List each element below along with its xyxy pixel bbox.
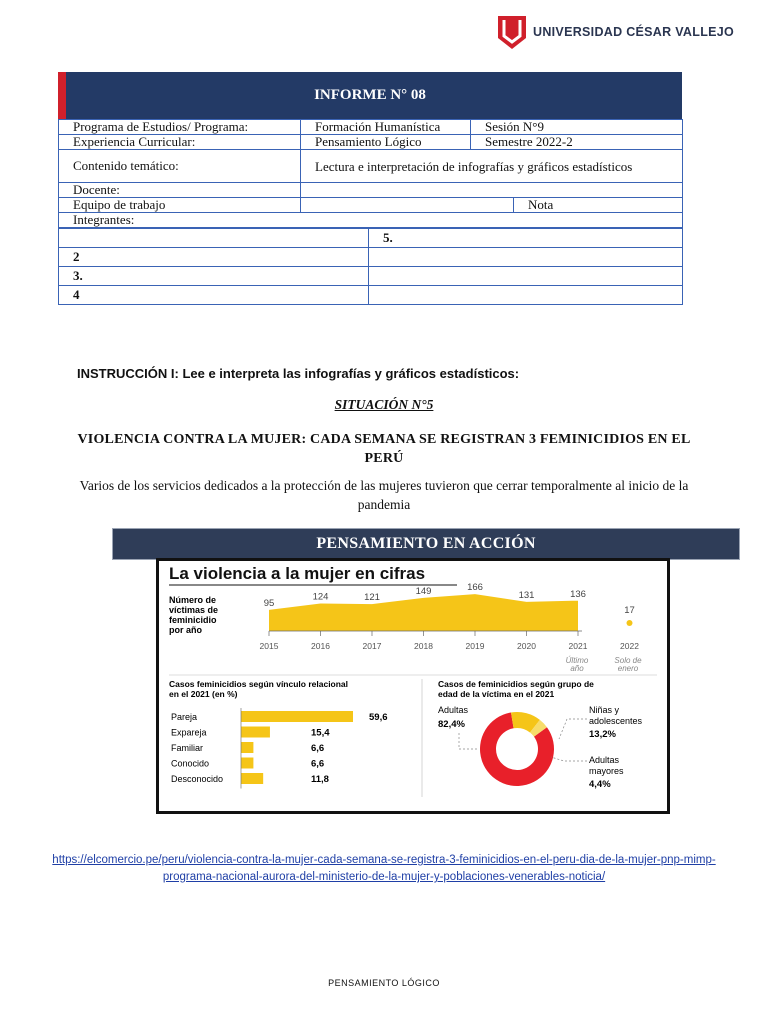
member-cell-7[interactable] <box>369 267 683 286</box>
article-subtitle: Varios de los servicios dedicados a la protección de las mujeres tuvieron que cerrar temporalmente al inicio de la pandemia <box>79 478 689 512</box>
bar-pareja <box>241 711 353 722</box>
year-note-2021-line-1: Último <box>565 656 589 665</box>
informe-table <box>58 72 682 305</box>
contenido-value: Lectura e interpretación de infografías y gráficos estadísticos <box>301 150 683 183</box>
slice-name-adultas: Adultas <box>438 705 469 715</box>
member-cell-1[interactable] <box>59 229 369 248</box>
year-tick-2015: 2015 <box>259 641 279 651</box>
bar-conocido <box>241 758 253 769</box>
experiencia-value: Pensamiento Lógico <box>301 135 471 150</box>
infographic-svg <box>159 561 667 811</box>
bar-value-pareja: 59,6 <box>369 712 388 723</box>
year-tick-2021: 2021 <box>568 641 588 651</box>
slice-name-mayores-line-1: Adultas <box>589 755 620 765</box>
bar-value-familiar: 6,6 <box>311 743 325 754</box>
member-cell-2[interactable]: 2 <box>59 248 369 267</box>
infographic-title: La violencia a la mujer en cifras <box>169 564 426 583</box>
header-accent-bar <box>58 72 66 119</box>
leader-mayores <box>551 757 587 761</box>
instruccion-heading: INSTRUCCIÓN I: Lee e interpreta las infografías y gráficos estadísticos: <box>77 366 520 381</box>
value-label-2018: 149 <box>415 585 432 597</box>
nota-label: Nota <box>528 197 554 212</box>
value-label-2016: 124 <box>312 591 329 603</box>
sesion-value: Sesión N°9 <box>471 120 683 135</box>
area-label-line-3: feminicidio <box>169 615 217 625</box>
pensamiento-banner: PENSAMIENTO EN ACCIÓN <box>112 528 740 560</box>
year-note-2022-line-2: enero <box>617 664 639 673</box>
source-link[interactable]: https://elcomercio.pe/peru/violencia-contra-la-mujer-cada-semana-se-registra-3-feminicidios-en-el-peru-dia-de-la-mujer-pnp-mimp-programa-nacional-aurora-del-ministerio-de-la-mujer-y-poblaciones-venerables-noticia/ <box>52 854 716 883</box>
bar-category-desconocido: Desconocido <box>171 774 224 784</box>
value-label-2017: 121 <box>364 592 380 604</box>
bar-value-expareja: 15,4 <box>311 727 330 739</box>
situacion-heading: SITUACIÓN N°5 <box>334 397 434 412</box>
year-note-2022-line-1: Solo de <box>614 656 642 665</box>
page-footer: PENSAMIENTO LÓGICO <box>328 978 440 988</box>
bar-category-expareja: Expareja <box>171 727 207 738</box>
year-tick-2019: 2019 <box>465 641 485 651</box>
programa-label: Programa de Estudios/ Programa: <box>59 120 301 135</box>
university-logo <box>497 14 734 50</box>
bar-category-familiar: Familiar <box>171 743 204 753</box>
value-label-2015: 95 <box>263 597 275 609</box>
value-label-2022: 17 <box>624 605 635 616</box>
contenido-label: Contenido temático: <box>59 150 301 183</box>
year-tick-2017: 2017 <box>362 641 382 651</box>
infographic <box>156 558 670 814</box>
year-note-2021-line-2: año <box>570 664 584 673</box>
bar-category-conocido: Conocido <box>171 758 210 769</box>
bar-desconocido <box>241 773 263 784</box>
area-chart <box>169 582 642 673</box>
value-label-2019: 166 <box>467 582 483 594</box>
area-label-line-4: por año <box>169 625 202 635</box>
member-cell-5[interactable]: 5. <box>369 229 683 248</box>
value-label-2020: 131 <box>518 589 535 601</box>
nota-cell[interactable] <box>514 198 683 213</box>
docente-value[interactable] <box>301 183 683 198</box>
value-label-2021: 136 <box>570 588 586 600</box>
slice-label-ninas: 13,2% <box>589 729 616 740</box>
informe-info-table <box>58 119 683 228</box>
experiencia-label: Experiencia Curricular: <box>59 135 301 150</box>
leader-adultas <box>459 733 479 749</box>
donut-title-line-1: Casos de feminicidios según grupo de <box>438 679 594 689</box>
semestre-value: Semestre 2022-2 <box>471 135 683 150</box>
donut-chart <box>438 679 643 790</box>
programa-value: Formación Humanística <box>301 120 471 135</box>
docente-label: Docente: <box>59 183 301 198</box>
bar-title-line-2: en el 2021 (en %) <box>169 689 238 699</box>
ucv-shield-icon <box>497 14 527 50</box>
bar-title-line-1: Casos feminicidios según vínculo relacional <box>169 679 349 689</box>
bar-value-conocido: 6,6 <box>311 758 325 770</box>
area-label-line-1: Número de <box>169 595 217 605</box>
leader-ninas <box>559 719 587 739</box>
bar-familiar <box>241 742 253 753</box>
integrantes-table <box>58 228 683 305</box>
year-tick-2022: 2022 <box>620 641 639 651</box>
informe-title: INFORME N° 08 <box>314 87 426 103</box>
year-tick-2018: 2018 <box>414 641 433 651</box>
bar-value-desconocido: 11,8 <box>311 774 329 785</box>
slice-name-ninas-line-1: Niñas y <box>589 705 620 715</box>
slice-label-mayores: 4,4% <box>589 779 611 790</box>
equipo-label: Equipo de trabajo <box>59 198 301 213</box>
year-tick-2016: 2016 <box>311 641 330 651</box>
slice-label-adultas: 82,4% <box>438 719 465 730</box>
university-name: UNIVERSIDAD CÉSAR VALLEJO <box>533 25 735 39</box>
bar-category-pareja: Pareja <box>171 712 198 722</box>
point-2022 <box>627 620 633 626</box>
informe-header <box>58 72 682 119</box>
bar-expareja <box>241 727 270 738</box>
bar-chart <box>169 679 388 789</box>
area-label-line-2: víctimas de <box>169 605 219 615</box>
slice-name-ninas-line-2: adolescentes <box>589 716 643 726</box>
slice-name-mayores-line-2: mayores <box>589 766 624 776</box>
integrantes-label: Integrantes: <box>59 213 683 228</box>
member-cell-3[interactable]: 3. <box>59 267 369 286</box>
year-tick-2020: 2020 <box>517 641 536 651</box>
donut-title-line-2: edad de la víctima en el 2021 <box>438 689 555 699</box>
article-title: VIOLENCIA CONTRA LA MUJER: CADA SEMANA SE REGISTRAN 3 FEMINICIDIOS EN EL PERÚ <box>77 432 691 466</box>
member-cell-4[interactable]: 4 <box>59 286 369 305</box>
equipo-value[interactable] <box>301 198 514 213</box>
member-cell-8[interactable] <box>369 286 683 305</box>
member-cell-6[interactable] <box>369 248 683 267</box>
